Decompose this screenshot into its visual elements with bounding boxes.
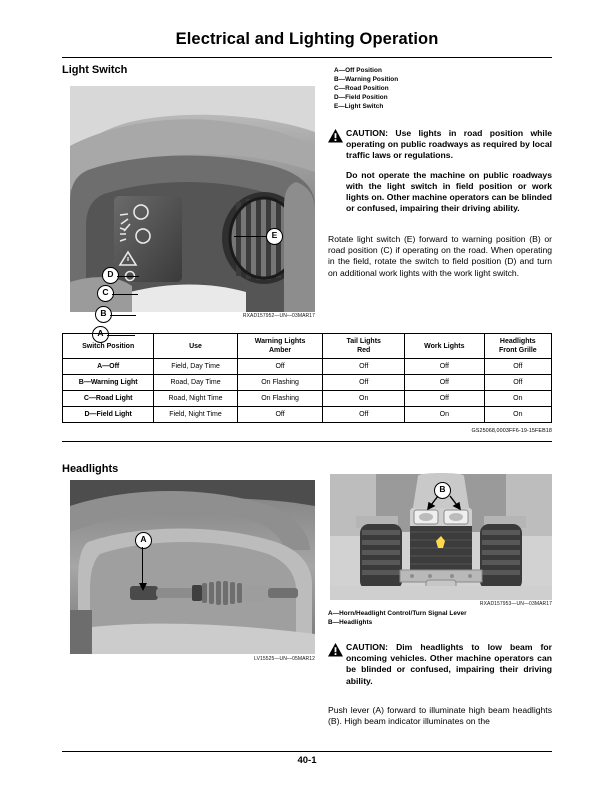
cell-headlights: On	[484, 407, 551, 423]
cell-warning-lights: Off	[237, 359, 323, 375]
callout-b: B	[95, 306, 112, 323]
document-reference-id: GS25068,0003FF6-19-15FEB18	[471, 428, 552, 434]
column-header-headlights	[484, 334, 551, 359]
cell-switch-position: A—Off	[63, 359, 154, 375]
figure-tractor-front-photo	[330, 474, 552, 600]
cell-work-lights: Off	[404, 359, 484, 375]
cell-tail-lights: Off	[323, 407, 405, 423]
page-number: 40-1	[297, 755, 317, 766]
cell-tail-lights: Off	[323, 375, 405, 391]
callout-c: C	[97, 285, 114, 302]
leader-line-c	[112, 294, 138, 295]
cell-use: Road, Night Time	[154, 391, 237, 407]
section-heading-light-switch: Light Switch	[62, 64, 128, 76]
leader-line-b	[110, 315, 136, 316]
caution-text-primary: CAUTION: Dim headlights to low beam for oncoming vehicles. Other machine operators can be blinded or confused, impairing their driving ability.	[346, 642, 552, 686]
column-header-work-lights	[404, 334, 484, 359]
header-line-2: Red	[357, 347, 371, 354]
legend-item-b: B—Warning Position	[334, 76, 399, 84]
section-heading-headlights: Headlights	[62, 463, 119, 475]
cell-headlights: Off	[484, 359, 551, 375]
cell-switch-position: D—Field Light	[63, 407, 154, 423]
caution-block-headlights	[328, 642, 552, 687]
table-row	[63, 375, 552, 391]
column-header-tail-lights	[323, 334, 405, 359]
table-row	[63, 407, 552, 423]
cell-work-lights: Off	[404, 391, 484, 407]
cell-tail-lights: Off	[323, 359, 405, 375]
leader-arrowhead-a	[136, 580, 150, 594]
column-header-switch-position	[63, 334, 154, 359]
header-line-1: Work Lights	[424, 342, 465, 350]
column-header-warning-lights	[237, 334, 323, 359]
body-paragraph-light-switch: Rotate light switch (E) forward to warning position (B) or road position (C) if operating on the road. When operating in the field, rotate the switch to field position (D) and turn on additional work lights with the work light switch.	[328, 234, 552, 278]
cell-use: Field, Night Time	[154, 407, 237, 423]
cell-switch-position: B—Warning Light	[63, 375, 154, 391]
header-line-2: Amber	[268, 347, 292, 354]
callout-d: D	[102, 267, 119, 284]
legend-item-a: A—Horn/Headlight Control/Turn Signal Lever	[328, 610, 467, 617]
callout-a: A	[135, 532, 152, 549]
cell-work-lights: On	[404, 407, 484, 423]
light-switch-table	[62, 333, 552, 423]
header-line-1: Use	[189, 342, 202, 350]
leader-arrows-b	[414, 496, 474, 518]
cell-tail-lights: On	[323, 391, 405, 407]
legend-item-d: D—Field Position	[334, 94, 388, 102]
section-divider-1	[62, 441, 552, 442]
legend-headlights	[328, 609, 553, 627]
caution-text-primary: CAUTION: Use lights in road position while operating on public roadways as required by local traffic laws or regulations.	[346, 128, 552, 161]
lever-illustration	[70, 480, 315, 654]
figure-caption-light-switch: RXAD157952—UN—03MAR17	[242, 313, 315, 319]
cell-work-lights: Off	[404, 375, 484, 391]
leader-line-d	[117, 276, 139, 277]
warning-triangle-icon	[328, 128, 346, 148]
header-divider	[62, 57, 552, 58]
callout-a: A	[92, 326, 109, 343]
header-line-1: Switch Position	[82, 342, 135, 350]
body-paragraph-headlights: Push lever (A) forward to illuminate high beam headlights (B). High beam indicator illuminates on the	[328, 705, 552, 727]
legend-item-c: C—Road Position	[334, 85, 389, 93]
cell-switch-position: C—Road Light	[63, 391, 154, 407]
caution-text-secondary: Do not operate the machine on public roadways with the light switch in field position or work lights on. Other machine operators can be blinded or confused, impairing their driving ability.	[346, 169, 552, 214]
header-line-2: Front Grille	[498, 347, 537, 354]
cell-use: Road, Day Time	[154, 375, 237, 391]
table-header-row	[63, 334, 552, 359]
header-line-1: Headlights	[499, 338, 536, 345]
cell-warning-lights: Off	[237, 407, 323, 423]
cell-headlights: Off	[484, 375, 551, 391]
figure-caption-lever: LV15525—UN—05MAR12	[254, 656, 315, 662]
leader-line-e	[234, 236, 267, 237]
cell-headlights: On	[484, 391, 551, 407]
column-header-use	[154, 334, 237, 359]
callout-e: E	[266, 228, 283, 245]
figure-caption-tractor-front: RXAD157953—UN—03MAR17	[479, 601, 552, 607]
caution-block-light-switch	[328, 128, 552, 214]
header-line-1: Tail Lights	[346, 338, 381, 345]
cell-warning-lights: On Flashing	[237, 391, 323, 407]
table-row	[63, 391, 552, 407]
legend-light-switch	[334, 66, 549, 111]
figure-lever-photo	[70, 480, 315, 654]
warning-triangle-icon	[328, 642, 346, 662]
legend-item-a: A—Off Position	[334, 67, 382, 74]
page-title: Electrical and Lighting Operation	[175, 30, 439, 48]
header-line-1: Warning Lights	[254, 338, 306, 345]
callout-b: B	[434, 482, 451, 499]
table-row	[63, 359, 552, 375]
cell-warning-lights: On Flashing	[237, 375, 323, 391]
cell-use: Field, Day Time	[154, 359, 237, 375]
footer-divider	[62, 751, 552, 752]
legend-item-e: E—Light Switch	[334, 103, 384, 111]
legend-item-b: B—Headlights	[328, 619, 373, 627]
